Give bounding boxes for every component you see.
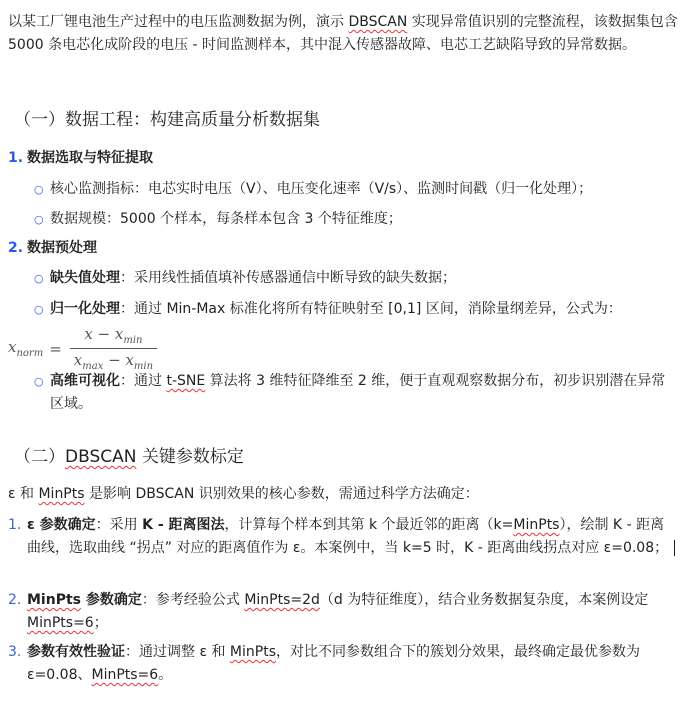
bullet-text: [50, 267, 678, 290]
spellcheck-word[interactable]: MinPts=6: [91, 667, 159, 683]
bullet-item: [34, 267, 678, 290]
spellcheck-word[interactable]: MinPts=2d: [244, 592, 320, 608]
list-number: 2.: [8, 592, 22, 608]
bold-label: 缺失值处理: [50, 270, 120, 286]
list-number: 1.: [8, 517, 22, 533]
spellcheck-word[interactable]: MinPts=6: [27, 615, 94, 631]
bullet-icon: ○: [34, 213, 44, 226]
bullet-icon: ○: [34, 183, 44, 196]
spellcheck-word[interactable]: t-SNE: [166, 373, 206, 389]
section-heading-2: （二）DBSCAN 关键参数标定: [14, 447, 244, 467]
list-item: 3. 参数有效性验证：通过调整 ε 和 MinPts，对比不同参数组合下的簇划分效果，最终确定最优参数为 ε=0.08、MinPts=6。: [8, 641, 678, 687]
normalization-formula: [8, 325, 157, 372]
spellcheck-word[interactable]: DBSCAN: [348, 14, 408, 30]
list-number: 3.: [8, 644, 22, 660]
section2-intro: ε 和 MinPts 是影响 DBSCAN 识别效果的核心参数，需通过科学方法确定：: [8, 486, 479, 502]
spellcheck-word[interactable]: MinPts: [513, 517, 560, 533]
bullet-text: 高维可视化：通过 t-SNE 算法将 3 维特征降维至 2 维，便于直观观察数据分布，初步识别潜在异常区域。: [50, 373, 666, 412]
formula-lhs: $x_{norm}$: [8, 338, 44, 359]
spellcheck-word[interactable]: DBSCAN: [65, 447, 137, 467]
bold-label: 高维可视化: [50, 373, 120, 389]
intro-paragraph: [8, 11, 678, 57]
bullet-icon: ○: [34, 272, 44, 285]
list-item: [8, 147, 678, 170]
list-item: [8, 237, 678, 260]
list-number: 2.: [8, 240, 24, 256]
text-cursor: [674, 540, 675, 556]
numerator: $x - x_{min}$: [84, 325, 143, 346]
spellcheck-word[interactable]: MinPts: [229, 644, 276, 660]
spellcheck-word[interactable]: MinPts: [38, 486, 85, 502]
bullet-item: [34, 178, 678, 201]
bullet-text: 数据规模：5000 个样本，每条样本包含 3 个特征维度；: [50, 211, 402, 227]
text: ：采用线性插值填补传感器通信中断导致的缺失数据；: [120, 270, 456, 286]
bullet-item: [34, 298, 678, 321]
list-item: 2. MinPts 参数确定：参考经验公式 MinPts=2d（d 为特征维度），结合业务数据复杂度，本案例设定 MinPts=6；: [8, 589, 678, 635]
formula-fraction: [70, 325, 157, 372]
list-item: 1. ε 参数确定：采用 K - 距离图法，计算每个样本到其第 k 个最近邻的距离（k=MinPts），绘制 K - 距离曲线，选取曲线 “拐点” 对应的距离值作为 ε。本案例中，当 k=5 时，K - 距离曲线拐点对应 ε=0.08；: [8, 514, 678, 560]
bullet-text: 核心监测指标：电芯实时电压（V）、电压变化速率（V/s）、监测时间戳（归一化处理）；: [50, 181, 593, 197]
bullet-item: [34, 208, 678, 231]
text: 实现异常值识别的完整流程，该数据集包含 5000 条电芯化成阶段的电压 - 时间监测样本，其中混入传感器故障、电芯工艺缺陷导致的异常数据。: [8, 14, 678, 53]
bullet-item: [34, 370, 678, 416]
bullet-icon: ○: [34, 303, 44, 316]
list-number: 1.: [8, 150, 24, 166]
denominator: $x_{max} - x_{min}$: [70, 348, 157, 372]
text: 以某工厂锂电池生产过程中的电压监测数据为例，演示: [8, 14, 349, 30]
bullet-text: [50, 298, 678, 321]
list-item-title: 数据选取与特征提取: [27, 150, 153, 166]
bullet-icon: ○: [34, 375, 44, 388]
bold-label: 归一化处理: [50, 301, 120, 317]
list-item-title: 数据预处理: [27, 240, 97, 256]
text: ：通过 Min-Max 标准化将所有特征映射至 [0,1] 区间，消除量纲差异，公式为：: [120, 301, 622, 317]
equals-sign: =: [49, 339, 62, 358]
section-heading-1: （一）数据工程：构建高质量分析数据集: [14, 110, 320, 130]
